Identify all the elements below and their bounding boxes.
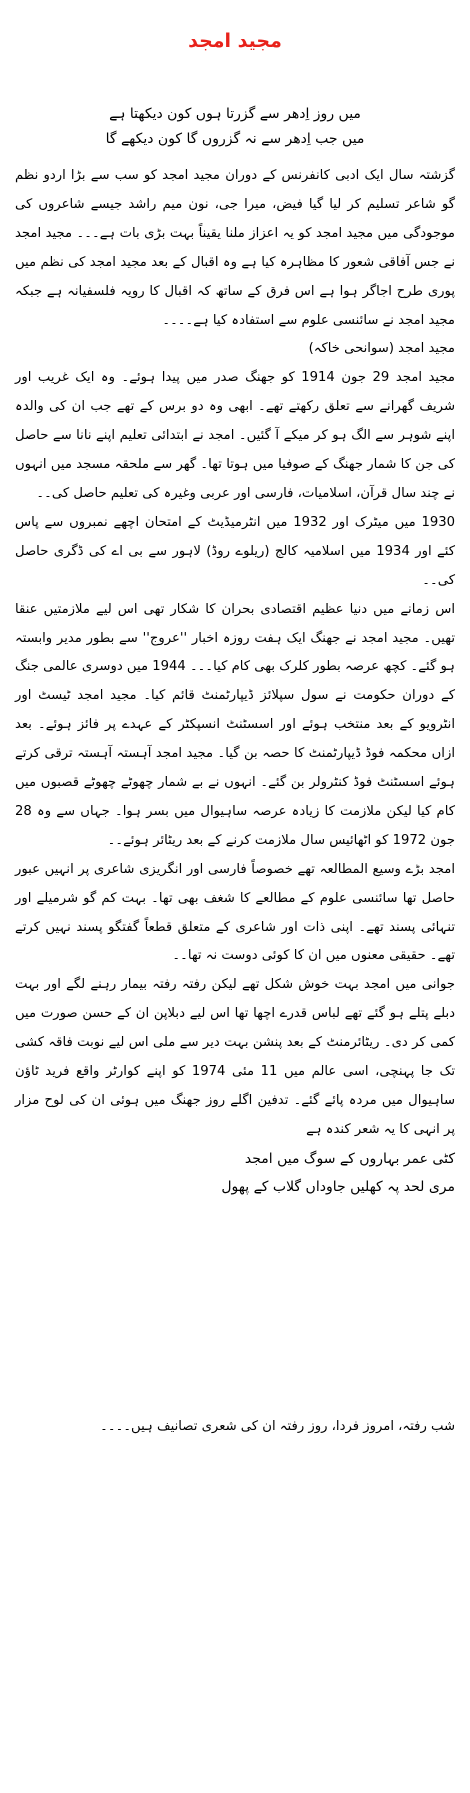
page-title: مجید امجد: [188, 30, 282, 52]
verse-line: مری لحد پہ کھلیں جاوداں گلاب کے پھول: [221, 1178, 455, 1195]
couplet-line: میں جب اِدھر سے نہ گزروں گا کون دیکھے گا: [105, 131, 365, 147]
opening-couplet: [60, 102, 410, 152]
intro-paragraph: گزشتہ سال ایک ادبی کانفرنس کے دوران مجید امجد کو سب سے بڑا اردو نظم گو شاعر تسلیم کر لیا گیا فیض، میرا جی، نون میم راشد جیسے شاعروں کی موجودگی میں مجید امجد کو یہ اعزاز ملنا یقیناً بہت بڑی بات ہے۔۔۔ مجید امجد نے جس آفاقی شعور کا مظاہرہ کیا ہے وہ اقبال کے بعد مجید امجد کی نظم میں پوری طرح اجاگر ہوا ہے اس فرق کے ساتھ کہ اقبال کا رویہ فلسفیانہ ہے جبکہ مجید امجد نے سائنسی علوم سے استفادہ کیا ہے۔۔۔۔: [15, 168, 455, 328]
body-paragraph: مجید امجد 29 جون 1914 کو جھنگ صدر میں پیدا ہوئے۔ وہ ایک غریب اور شریف گھرانے سے تعلق رکھتے تھے۔ ابھی وہ دو برس کے تھے جب ان کی والدہ اپنے شوہر سے الگ ہو کر میکے آ گئیں۔ امجد نے ابتدائی تعلیم اپنے نانا سے حاصل کی جن کا شمار جھنگ کے صوفیا میں ہوتا تھا۔ گھر سے ملحقہ مسجد میں انہوں نے چند سال قرآن، اسلامیات، فارسی اور عربی وغیرہ کی تعلیم حاصل کی۔۔: [15, 370, 455, 501]
epitaph-verse: [15, 1145, 455, 1201]
article-body: [15, 162, 455, 1201]
body-paragraph: اس زمانے میں دنیا عظیم اقتصادی بحران کا شکار تھی اس لیے ملازمتیں عنقا تھیں۔ مجید امجد نے جھنگ ایک ہفت روزہ اخبار ''عروج'' سے بطور مدیر وابستہ ہو گئے۔ کچھ عرصہ بطور کلرک بھی کام کیا۔۔۔ 1944 میں دوسری عالمی جنگ کے دوران حکومت نے سول سپلائز ڈیپارٹمنٹ قائم کیا۔ مجید امجد ٹیسٹ اور انٹرویو کے بعد منتخب ہوئے اور اسسٹنٹ انسپکٹر کے عہدے پر فائز ہوئے۔ بعد ازاں محکمہ فوڈ ڈیپارٹمنٹ کا حصہ بن گیا۔ مجید امجد آہستہ آہستہ ترقی کرتے ہوئے اسسٹنٹ فوڈ کنٹرولر بن گئے۔ انہوں نے بے شمار چھوٹے چھوٹے قصبوں میں کام کیا لیکن ملازمت کا زیادہ عرصہ ساہیوال میں بسر ہوا۔ جہاں سے وہ 28 جون 1972 کو اٹھائیس سال ملازمت کرنے کے بعد ریٹائر ہوئے۔۔: [15, 601, 455, 848]
body-paragraph: امجد بڑے وسیع المطالعہ تھے خصوصاً فارسی اور انگریزی شاعری پر انہیں عبور حاصل تھا سائنسی علوم کے مطالعے کا شغف بھی تھا۔ بہت کم گو شرمیلے اور تنہائی پسند تھے۔ اپنی ذات اور شاعری کے متعلق قطعاً گفتگو پسند نہیں کرتے تھے۔ حقیقی معنوں میں ان کا کوئی دوست نہ تھا۔۔: [15, 861, 455, 964]
body-paragraph: جوانی میں امجد بہت خوش شکل تھے لیکن رفتہ رفتہ بیمار رہنے لگے اور بہت دبلے پتلے ہو گئے تھے لباس قدرے اچھا تھا اس لیے دبلاپن ان کے حسن صورت میں کمی کر دی۔ ریٹائرمنٹ کے بعد پنشن بہت دیر سے ملی اس لیے نوبت فاقہ کشی تک جا پہنچی، اسی عالم میں 11 مئی 1974 کو اپنے کوارٹر واقع فرید ٹاؤن ساہیوال میں مردہ پائے گئے۔ تدفین اگلے روز جھنگ میں ہوئی ان کی لوح مزار پر انہی کا یہ شعر کندہ ہے: [15, 977, 456, 1137]
works-note: شب رفتہ، امروز فردا، روز رفتہ ان کی شعری تصانیف ہیں۔۔۔۔: [100, 1419, 455, 1434]
verse-line: کٹی عمر بہاروں کے سوگ میں امجد: [244, 1150, 455, 1167]
section-heading: مجید امجد (سوانحی خاکہ): [308, 341, 455, 357]
couplet-line: میں روز اِدھر سے گزرتا ہوں کون دیکھتا ہے: [109, 106, 361, 122]
body-paragraph: 1930 میں میٹرک اور 1932 میں انٹرمیڈیٹ کے امتحان اچھے نمبروں سے پاس کئے اور 1934 میں اسلامیہ کالج (ریلوے روڈ) لاہور سے بی اے کی ڈگری حاصل کی۔۔: [15, 514, 455, 588]
